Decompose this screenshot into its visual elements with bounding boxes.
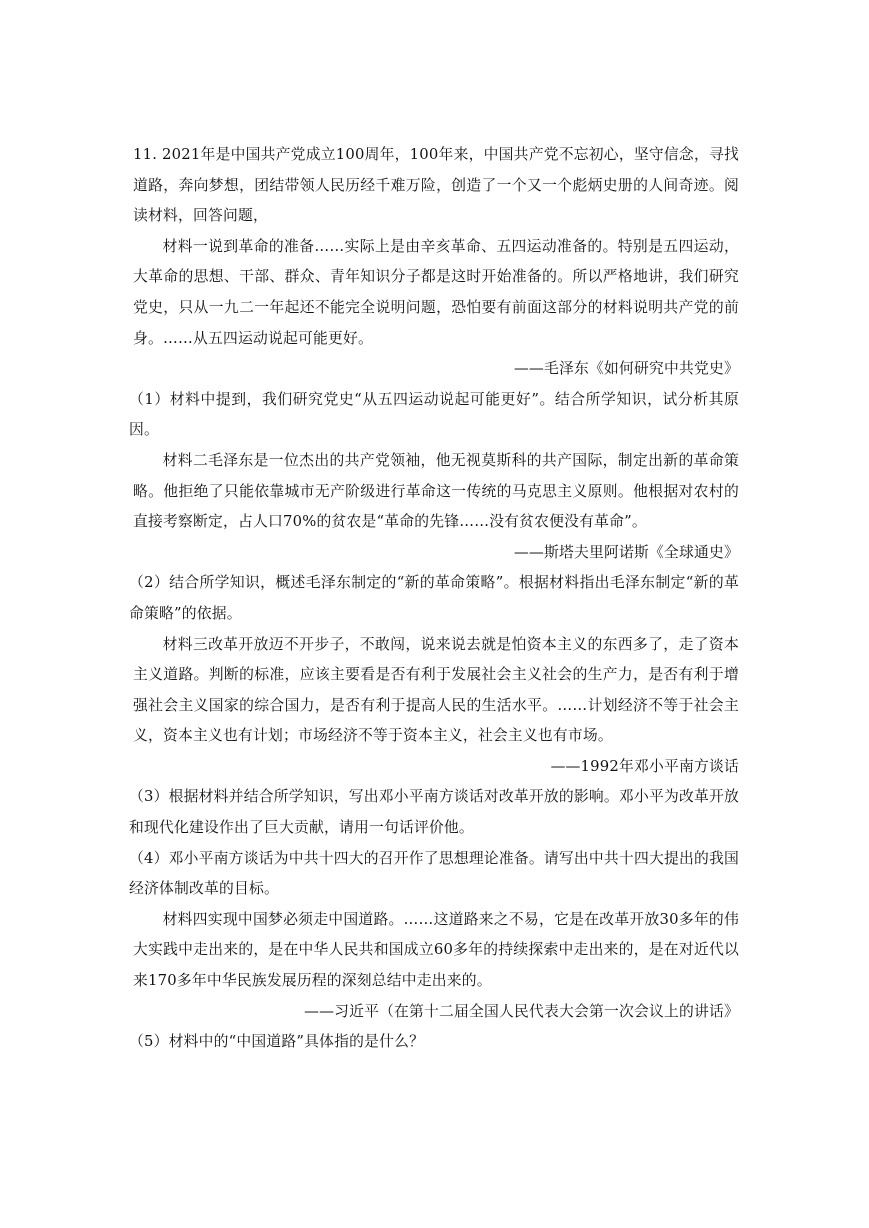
material-3-text: 材料三改革开放迈不开步子，不敢闯，说来说去就是怕资本主义的东西多了，走了资本主义道路。判断的标准，应该主要看是否有利于发展社会主义社会的生产力，是否有利于增强社会主义国家的综合国力，是否有利于提高人民的生活水平。……计划经济不等于社会主义，资本主义也有计划；市场经济不等于资本主义，社会主义也有市场。 <box>133 635 739 745</box>
material-2-source: ——斯塔夫里阿诺斯《全球通史》 <box>514 543 739 561</box>
material-4-source: ——习近平（在第十二届全国人民代表大会第一次会议上的讲话》 <box>304 1002 739 1020</box>
sub-question-5: （5）材料中的“中国道路”具体指的是什么？ <box>129 1033 425 1051</box>
sub-question-3: （3）根据材料并结合所学知识，写出邓小平南方谈话对改革开放的影响。邓小平为改革开放和现代化建设作出了巨大贡献，请用一句话评价他。 <box>129 788 739 837</box>
material-4-text: 材料四实现中国梦必须走中国道路。……这道路来之不易，它是在改革开放30多年的伟大实践中走出来的，是在中华人民共和国成立60多年的持续探索中走出来的，是在对近代以来170多年中华民族发展历程的深刻总结中走出来的。 <box>133 910 739 990</box>
material-1-text: 材料一说到革命的准备……实际上是由辛亥革命、五四运动准备的。特别是五四运动，大革命的思想、干部、群众、青年知识分子都是这时开始准备的。所以严格地讲，我们研究党史，只从一九二一年起还不能完全说明问题，恐怕要有前面这部分的材料说明共产党的前身。……从五四运动说起可能更好。 <box>133 237 739 347</box>
question-intro: 11. 2021年是中国共产党成立100周年，100年来，中国共产党不忘初心，坚守信念，寻找道路，奔向梦想，团结带领人民历经千难万险，创造了一个又一个彪炳史册的人间奇迹。阅读材料，回答问题， <box>133 146 739 225</box>
question-11 <box>129 140 739 1058</box>
sub-question-4: （4）邓小平南方谈话为中共十四大的召开作了思想理论准备。请写出中共十四大提出的我国经济体制改革的目标。 <box>129 849 739 898</box>
material-1-source: ——毛泽东《如何研究中共党史》 <box>514 360 739 378</box>
material-2-text: 材料二毛泽东是一位杰出的共产党领袖，他无视莫斯科的共产国际，制定出新的革命策略。他拒绝了只能依靠城市无产阶级进行革命这一传统的马克思主义原则。他根据对农村的直接考察断定，占人口70%的贫农是“革命的先锋……没有贫农便没有革命”。 <box>133 451 739 531</box>
sub-question-1: （1）材料中提到，我们研究党史“从五四运动说起可能更好”。结合所学知识，试分析其原因。 <box>129 390 739 439</box>
sub-question-2: （2）结合所学知识，概述毛泽东制定的“新的革命策略”。根据材料指出毛泽东制定“新的革命策略”的依据。 <box>129 574 739 622</box>
material-3-source: ——1992年邓小平南方谈话 <box>550 757 739 775</box>
